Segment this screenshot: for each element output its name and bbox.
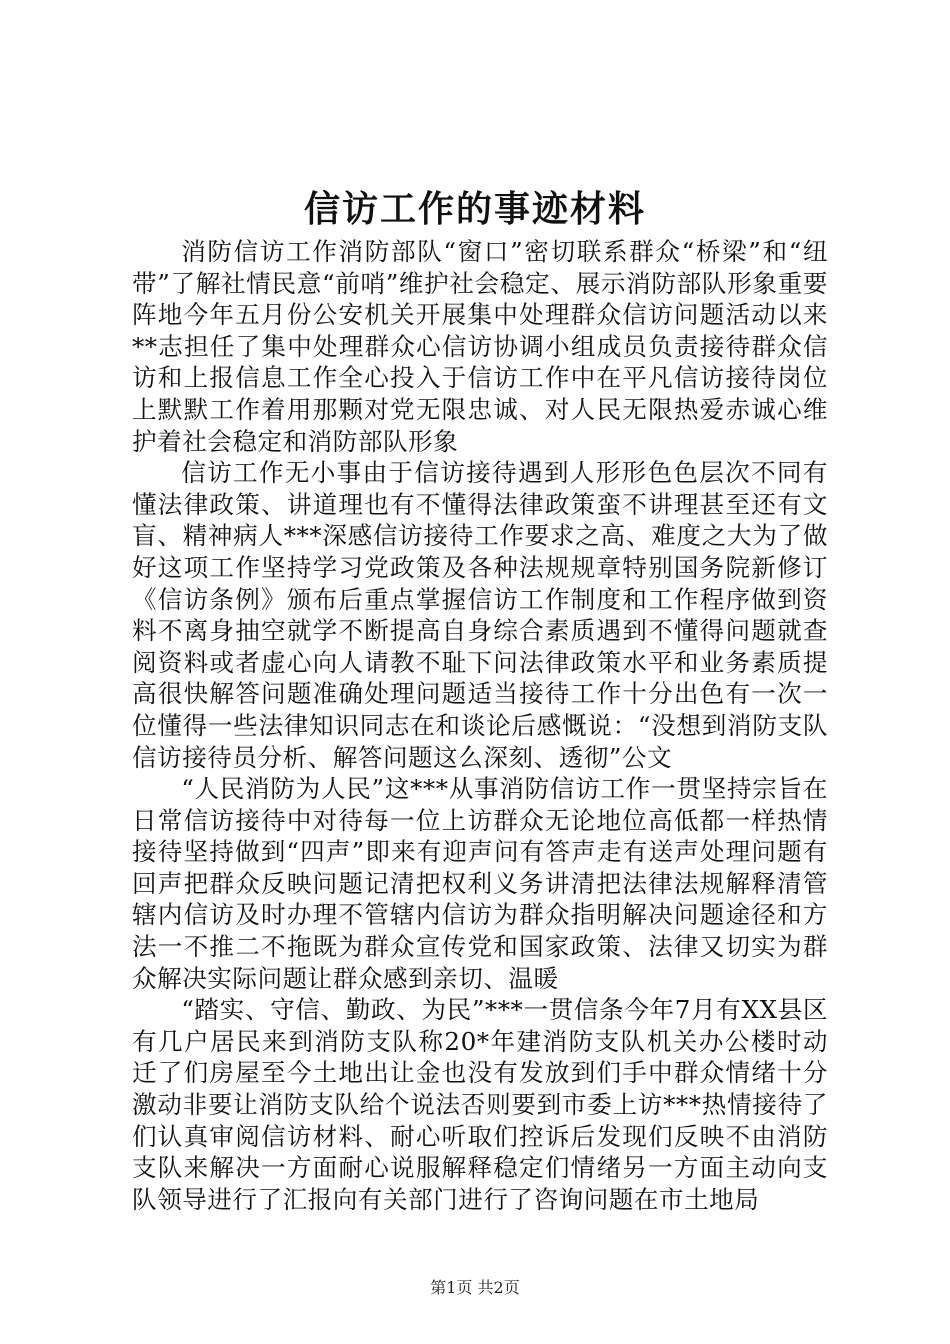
paragraph-4: “踏实、守信、勤政、为民”***一贯信条今年7月有XX县区有几户居民来到消防支队称20*年建消防支队机关办公楼时动迁了们房屋至今土地出让金也没有发放到们手中群众情绪十分激动非要让消防支队给个说法否则要到市委上访***热情接待了们认真审阅信访材料、耐心听取们控诉后发现们反映不由消防支队来解决一方面耐心说服解释稳定们情绪另一方面主动向支队领导进行了汇报向有关部门进行了咨询问题在市土地局 [132, 995, 828, 1214]
page-number: 第1页 共2页 [430, 1278, 520, 1297]
paragraph-3: “人民消防为人民”这***从事消防信访工作一贯坚持宗旨在日常信访接待中对待每一位上访群众无论地位高低都一样热情接待坚持做到“四声”即来有迎声问有答声走有送声处理问题有回声把群众反映问题记清把权利义务讲清把法律法规解释清管辖内信访及时办理不管辖内信访为群众指明解决问题途径和方法一不推二不拖既为群众宣传党和国家政策、法律又切实为群众解决实际问题让群众感到亲切、温暖 [132, 774, 828, 993]
document-body [132, 236, 828, 1215]
page-footer [0, 1276, 950, 1300]
page-title: 信访工作的事迹材料 [303, 188, 646, 230]
paragraph-2: 信访工作无小事由于信访接待遇到人形形色色层次不同有懂法律政策、讲道理也有不懂得法律政策蛮不讲理甚至还有文盲、精神病人***深感信访接待工作要求之高、难度之大为了做好这项工作坚持学习党政策及各种法规规章特别国务院新修订《信访条例》颁布后重点掌握信访工作制度和工作程序做到资料不离身抽空就学不断提高自身综合素质遇到不懂得问题就查阅资料或者虚心向人请教不耻下问法律政策水平和业务素质提高很快解答问题准确处理问题适当接待工作十分出色有一次一位懂得一些法律知识同志在和谈论后感慨说：“没想到消防支队信访接待员分析、解答问题这么深刻、透彻”公文 [132, 458, 828, 772]
paragraph-1: 消防信访工作消防部队“窗口”密切联系群众“桥梁”和“纽带”了解社情民意“前哨”维护社会稳定、展示消防部队形象重要阵地今年五月份公安机关开展集中处理群众信访问题活动以来**志担任了集中处理群众心信访协调小组成员负责接待群众信访和上报信息工作全心投入于信访工作中在平凡信访接待岗位上默默工作着用那颗对党无限忠诚、对人民无限热爱赤诚心维护着社会稳定和消防部队形象 [132, 237, 828, 456]
